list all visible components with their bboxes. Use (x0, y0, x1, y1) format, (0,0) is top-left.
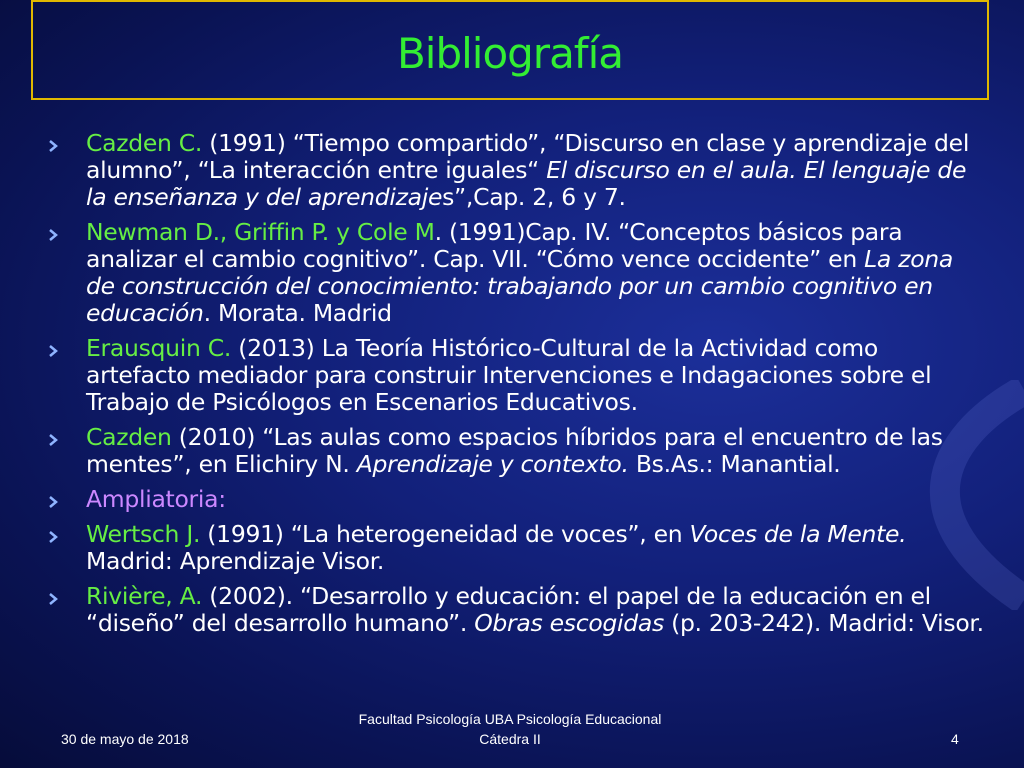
chevron-right-icon (47, 495, 59, 509)
list-item (0, 521, 1024, 575)
chevron-right-icon (47, 433, 59, 447)
chevron-right-icon (47, 530, 59, 544)
reference-text: (2013) La Teoría Histórico-Cultural de la Actividad como artefacto mediador para construir Intervenciones e Indagaciones sobre el Trabajo de Psicólogos en Escenarios Educativos. (86, 334, 932, 416)
reference-text: (1991) “La heterogeneidad de voces”, en (200, 520, 690, 548)
footer-center (300, 709, 720, 749)
reference-author: Cazden (86, 423, 172, 451)
reference-text-end: s”,Cap. 2, 6 y 7. (442, 183, 626, 211)
reference-text: (1991) “Tiempo compartido”, “Discurso en clase y aprendizaje del alumno”, “La interacción entre iguales“ (86, 129, 970, 184)
reference-author: Newman D., Griffin P. y Cole M (86, 218, 435, 246)
reference-author: Cazden C. (86, 129, 203, 157)
bibliography-list (0, 130, 1024, 645)
list-item (0, 583, 1024, 637)
reference-author: Rivière, A. (86, 582, 203, 610)
reference-text: (2010) “Las aulas como espacios híbridos para el encuentro de las mentes”, en Elichiry N. (86, 423, 943, 478)
slide-title: Bibliografía (396, 28, 624, 78)
list-item (0, 335, 1024, 416)
list-item (0, 130, 1024, 211)
reference-text-end: . Morata. Madrid (203, 299, 392, 327)
chevron-right-icon (47, 228, 59, 242)
reference-text: (2002). “Desarrollo y educación: el papel de la educación en el “diseño” del desarrollo humano”. (86, 582, 931, 637)
section-heading: Ampliatoria: (86, 485, 226, 513)
reference-title: Voces de la Mente. (689, 520, 907, 548)
reference-text-end: (p. 203-242). Madrid: Visor. (663, 609, 984, 637)
reference-text-end: Madrid: Aprendizaje Visor. (86, 547, 385, 575)
reference-author: Wertsch J. (86, 520, 201, 548)
reference-title: La zona de construcción del conocimiento: trabajando por un cambio cognitivo en educación (86, 245, 953, 327)
reference-title: El discurso en el aula. El lenguaje de la enseñanza y del aprendizaje (86, 156, 967, 211)
chevron-right-icon (47, 344, 59, 358)
reference-title: Obras escogidas (474, 609, 664, 637)
list-item-heading (0, 486, 1024, 513)
footer-institution: Facultad Psicología UBA Psicología Educacional (358, 711, 662, 727)
reference-author: Erausquin C. (86, 334, 232, 362)
chevron-right-icon (47, 592, 59, 606)
list-item (0, 219, 1024, 327)
footer-date: 30 de mayo de 2018 (61, 731, 189, 747)
footer-chair: Cátedra II (479, 731, 541, 747)
chevron-right-icon (47, 139, 59, 153)
title-box (31, 0, 989, 100)
reference-title: Aprendizaje y contexto. (356, 450, 629, 478)
reference-text-end: Bs.As.: Manantial. (628, 450, 841, 478)
reference-text: . (1991)Cap. IV. “Conceptos básicos para analizar el cambio cognitivo”. Cap. VII. “Cómo vence occidente” en (86, 218, 903, 273)
list-item (0, 424, 1024, 478)
slide-number: 4 (951, 731, 959, 747)
